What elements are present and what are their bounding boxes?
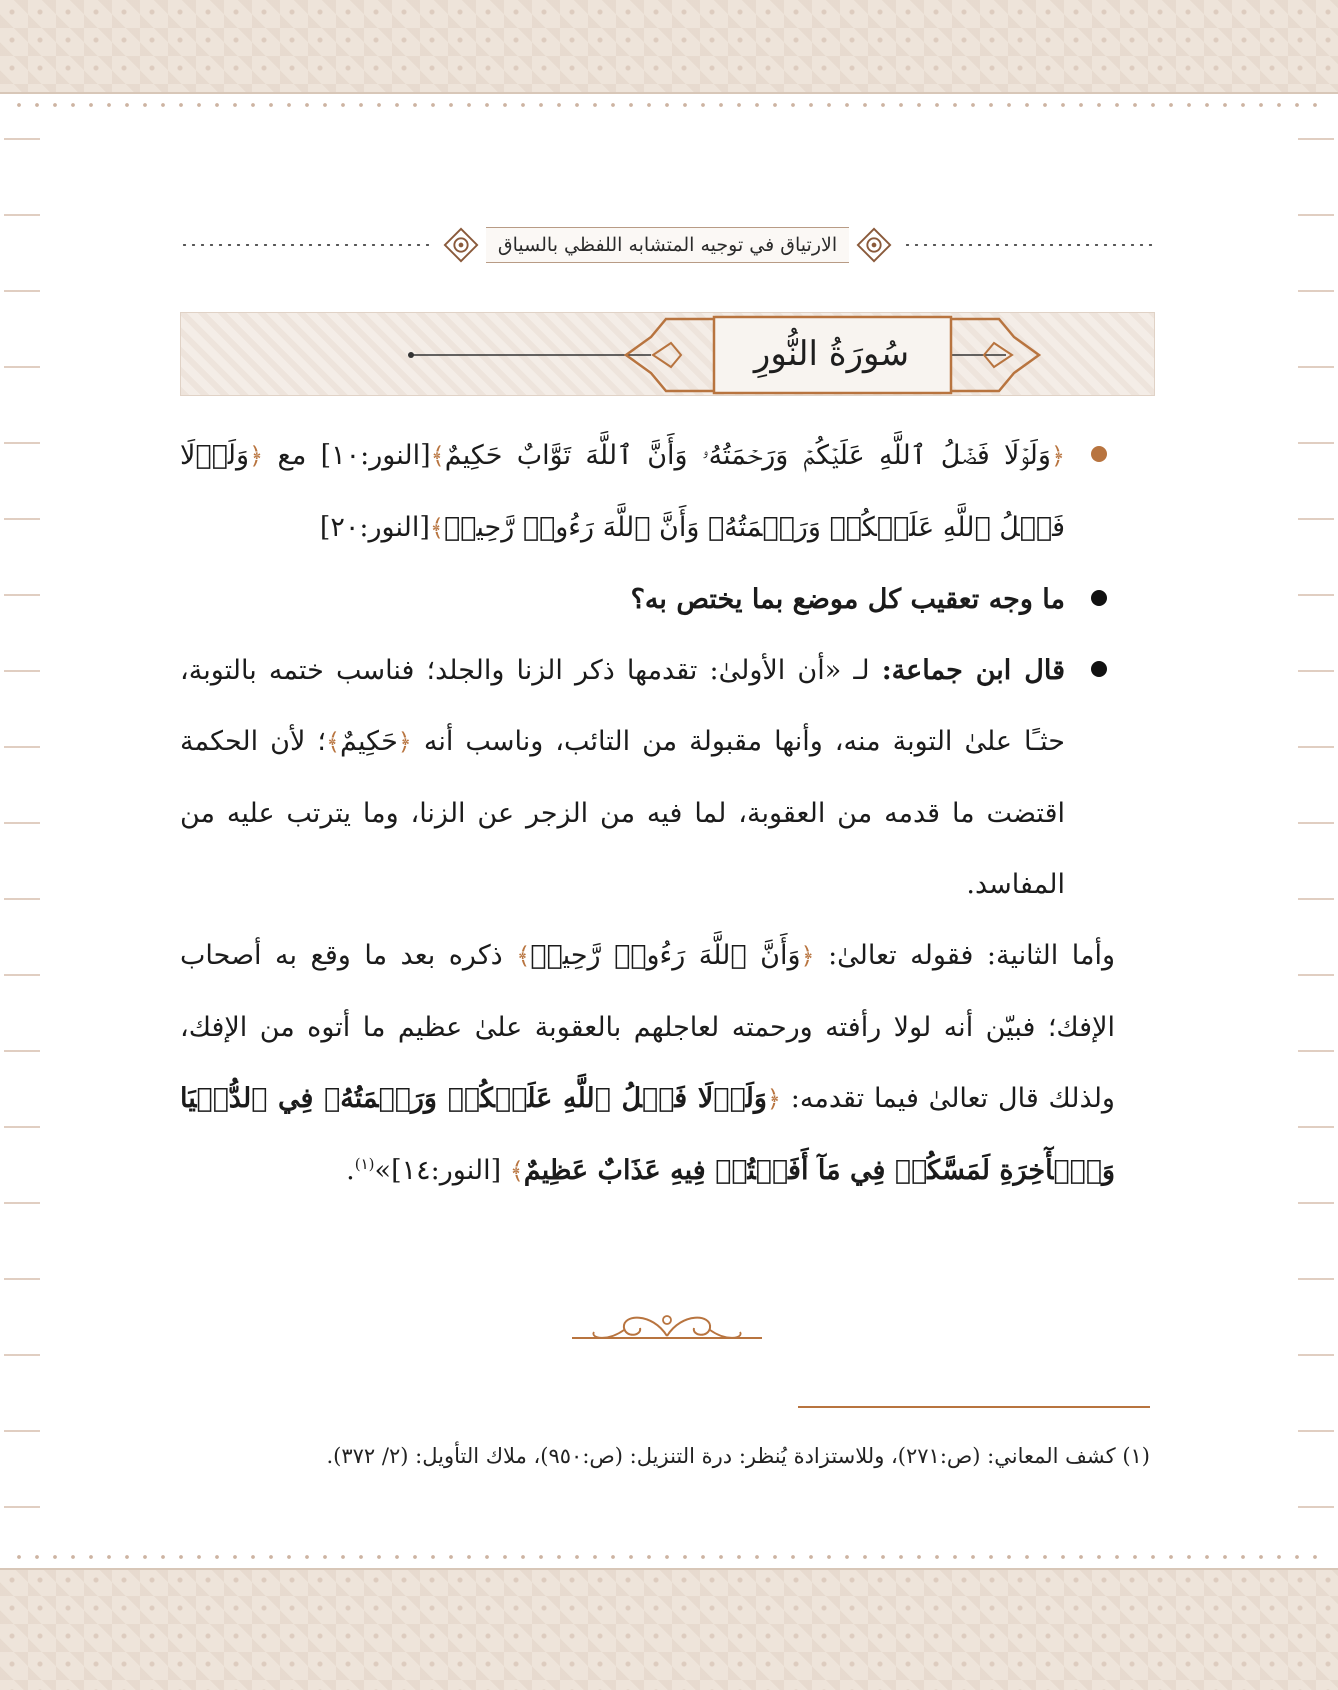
quran-bracket-close: ﴾: [429, 514, 444, 542]
connector-text: مع: [277, 440, 307, 471]
surah-banner: [180, 312, 1155, 396]
quran-verse: حَكِيمٌ: [340, 726, 398, 757]
quran-bracket-open: ﴿: [1050, 442, 1066, 470]
speaker-label: قال ابن جماعة:: [881, 655, 1065, 686]
quran-bracket-open: ﴿: [249, 442, 264, 470]
quran-bracket-close: ﴾: [516, 942, 531, 970]
footnote-divider: [798, 1406, 1150, 1408]
running-header-title: الارتياق في توجيه المتشابه اللفظي بالسياق: [486, 227, 849, 263]
footnote-reference[interactable]: (١): [354, 1155, 375, 1173]
verse-citation: [النور:١٤]: [391, 1155, 502, 1186]
arabesque-knot-icon: [442, 226, 480, 264]
header-dotted-line-right: [903, 244, 1155, 246]
quran-verse: وَلَوۡلَا فَضۡلُ ٱللَّهِ عَلَيۡكُمۡ وَرَحۡمَتُهُۥ وَأَنَّ ٱللَّهَ رَءُوفٞ رَّحِيمٞ: [180, 440, 1065, 543]
quran-bracket-open: ﴿: [800, 942, 815, 970]
right-border-ornament: [1298, 100, 1334, 1562]
bottom-dotted-border: [10, 1552, 1328, 1562]
top-dotted-border: [10, 100, 1328, 110]
main-content: [180, 420, 1115, 1207]
quran-bracket-close: ﴾: [509, 1157, 524, 1185]
list-item: [180, 564, 1115, 635]
quran-bracket-close: ﴾: [325, 728, 341, 756]
quran-bracket-close: ﴾: [430, 442, 445, 470]
list-item: [180, 420, 1115, 564]
paragraph-text: ذكره بعد ما وقع به أصحاب الإفك؛ فبيّن أنه لولا رأفته ورحمته لعاجلهم بالعقوبة علىٰ عظيم ما أتوه من الإفك، ولذلك قال تعالىٰ فيما تقدمه:: [180, 940, 1115, 1114]
quote-close: »: [374, 1155, 392, 1186]
quran-verse: وَلَوۡلَا فَضۡلُ ٱللَّهِ عَلَيۡكُمۡ وَرَحۡمَتُهُۥ وَأَنَّ ٱللَّهَ تَوَّابٌ حَكِيمٌ: [444, 440, 1051, 471]
quran-bracket-open: ﴿: [397, 728, 412, 756]
list-item: [180, 635, 1115, 920]
quote-text: ؛ لأن الحكمة اقتضت ما قدمه من العقوبة، لما فيه من الزجر عن الزنا، وما يترتب عليه من المفاسد.: [180, 726, 1065, 900]
quran-verse: وَلَوۡلَا فَضۡلُ ٱللَّهِ عَلَيۡكُمۡ وَرَحۡمَتُهُۥ فِي ٱلدُّنۡيَا وَٱلۡأٓخِرَةِ لَمَسَّكُمۡ فِي مَآ أَفَضۡتُمۡ فِيهِ عَذَابٌ عَظِيمٌ: [180, 1083, 1115, 1186]
paragraph-text: وأما الثانية: فقوله تعالىٰ:: [828, 940, 1115, 971]
footnote: (١) كشف المعاني: (ص:٢٧١)، وللاستزادة يُنظر: درة التنزيل: (ص:٩٥٠)، ملاك التأويل: (٢/ ٣٧٢).: [326, 1444, 1150, 1468]
quran-verse: وَأَنَّ ٱللَّهَ رَءُوفٞ رَّحِيمٞ: [530, 940, 801, 971]
quote-text: لـ «أن الأولىٰ: تقدمها ذكر الزنا والجلد؛ فناسب ختمه بالتوبة، حثـًا علىٰ التوبة منه، وأنها مقبولة من التائب، وناسب أنه: [180, 655, 1065, 757]
header-cartouche: [442, 226, 893, 264]
question-text: ما وجه تعقيب كل موضع بما يختص به؟: [630, 584, 1065, 615]
bullet-icon: [1091, 590, 1107, 606]
sentence-end: .: [346, 1155, 355, 1186]
quran-bracket-open: ﴿: [766, 1085, 781, 1113]
left-border-ornament: [4, 100, 40, 1562]
bullet-icon: [1091, 446, 1107, 462]
running-header: [180, 222, 1155, 268]
header-dotted-line-left: [180, 244, 432, 246]
verse-citation: [النور:٢٠]: [319, 512, 430, 543]
paragraph: [180, 920, 1115, 1207]
surah-title: سُورَةُ النُّورِ: [753, 334, 910, 374]
arabesque-knot-icon: [855, 226, 893, 264]
verse-citation: [النور:١٠]: [320, 440, 431, 471]
surah-banner-frame: [181, 313, 1156, 397]
section-end-ornament-icon: [562, 1302, 772, 1350]
bullet-icon: [1091, 661, 1107, 677]
